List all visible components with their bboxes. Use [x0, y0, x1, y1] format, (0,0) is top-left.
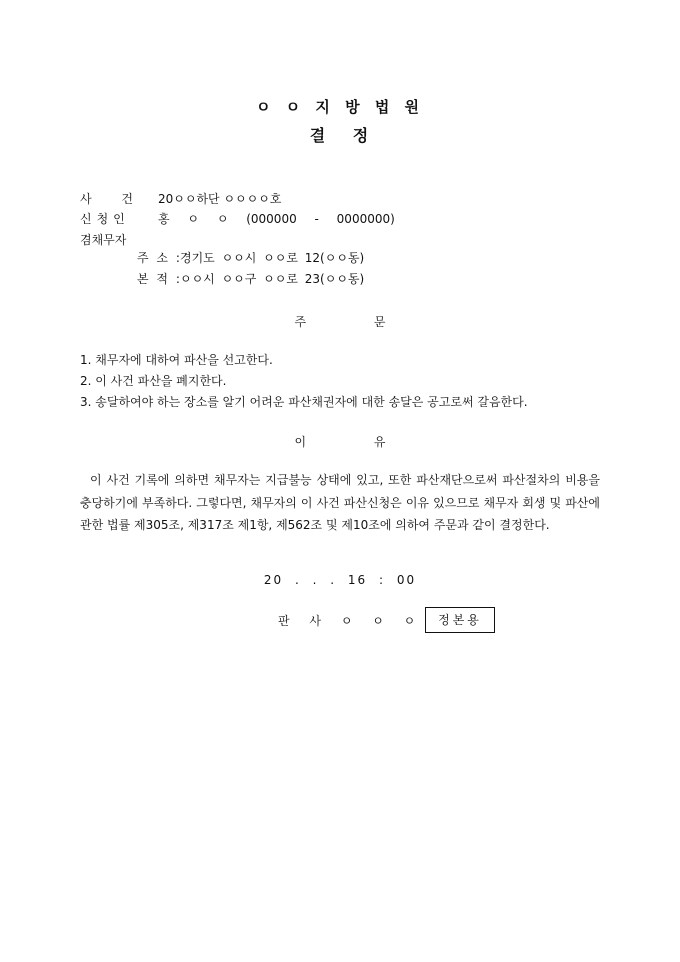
address-value: 경기도 ㅇㅇ시 ㅇㅇ로 12(ㅇㅇ동): [180, 251, 365, 265]
order-heading: 주 문: [294, 315, 386, 329]
judge-name: 판 사 ㅇ ㅇ ㅇ: [278, 614, 420, 628]
applicant-label: 신청인: [80, 212, 130, 226]
case-number: 20ㅇㅇ하단 ㅇㅇㅇㅇ호: [158, 192, 282, 206]
document-title: 결 정: [309, 126, 371, 145]
court-name: ㅇ ㅇ 지 방 법 원: [255, 98, 425, 116]
domicile-value: ㅇㅇ시 ㅇㅇ구 ㅇㅇ로 23(ㅇㅇ동): [180, 272, 365, 286]
applicant-row: [80, 211, 130, 227]
reasons-heading: 이 유: [294, 435, 386, 449]
reasons-text: 이 사건 기록에 의하면 채무자는 지급불능 상태에 있고, 또한 파산재단으로써 파산절차의 비용을 충당하기에 부족하다. 그렇다면, 채무자의 이 사건 파산신청은 이유 있으므로 채무자 회생 및 파산에 관한 법률 제305조, 제317조 제1항, 제562조 및 제10조에 의하여 주문과 같이 결정한다.: [80, 473, 600, 532]
case-label: 사 건: [80, 192, 146, 206]
applicant-name: 홍 ㅇ ㅇ (000000 - 0000000): [158, 212, 395, 226]
address-label: 주 소 :: [137, 251, 180, 265]
decision-date: 20 . . . 16 : 00: [263, 573, 417, 587]
order-item-3: 3. 송달하여야 하는 장소를 알기 어려운 파산채권자에 대한 송달은 공고로써 갈음한다.: [80, 395, 528, 409]
debtor-label: 겸채무자: [80, 233, 127, 247]
case-row: [80, 191, 146, 207]
domicile-label: 본 적 :: [137, 272, 180, 286]
certified-copy-stamp: 정본용: [425, 607, 495, 633]
order-item-2: 2. 이 사건 파산을 폐지한다.: [80, 374, 227, 388]
order-item-1: 1. 채무자에 대하여 파산을 선고한다.: [80, 353, 273, 367]
